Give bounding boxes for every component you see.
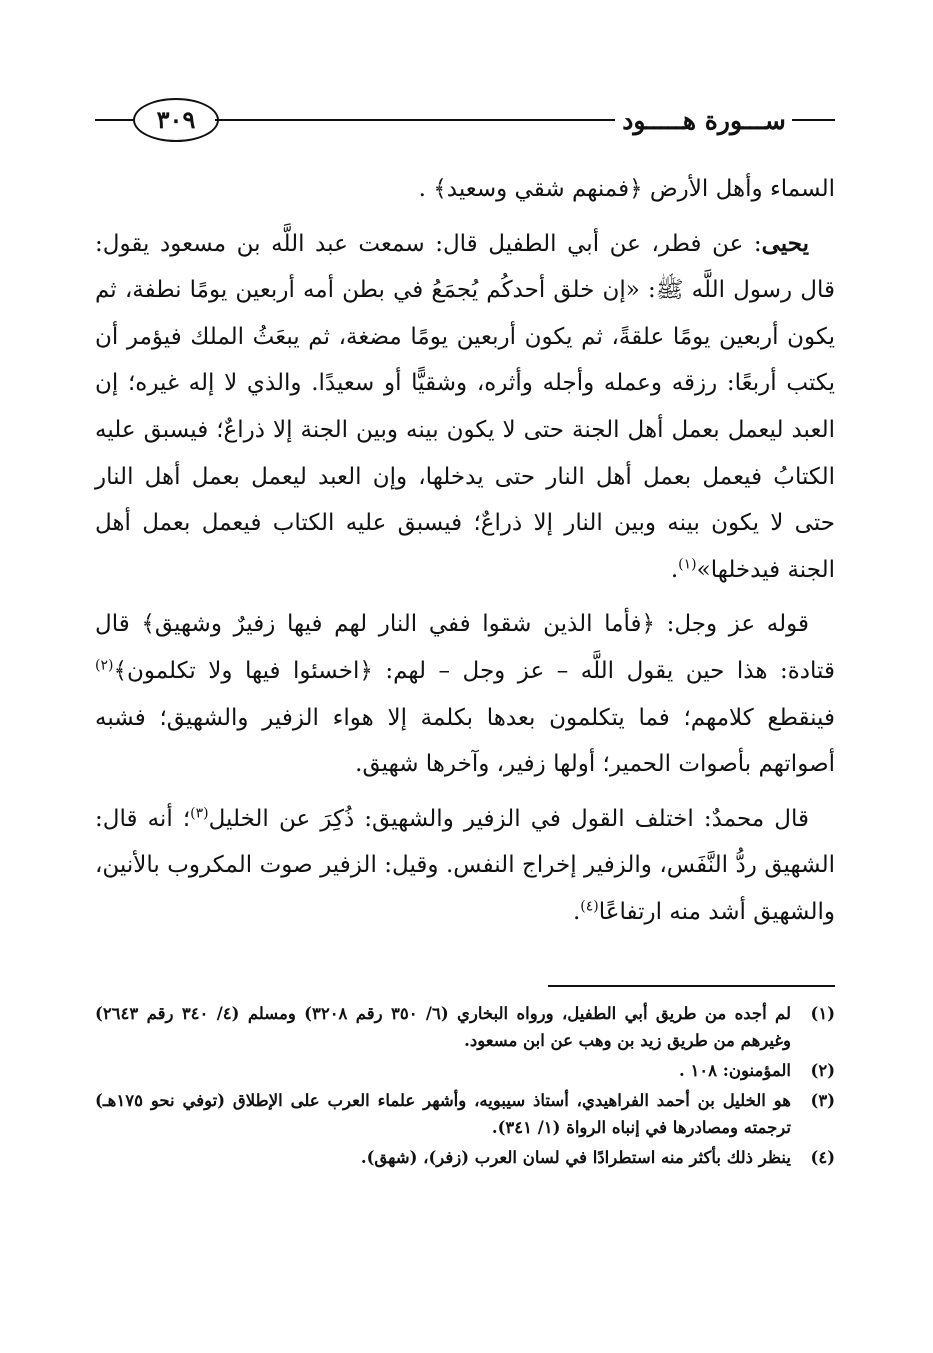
paragraph-2 — [95, 221, 835, 594]
paragraph-2-text: : عن فطر، عن أبي الطفيل قال: سمعت عبد اللَّه بن مسعود يقول: قال رسول اللَّه ﷺ: «إن خلق أحدكُم يُجمَعُ في بطن أمه أربعين يومًا نطفة، ثم يكون أربعين يومًا علقةً، ثم يكون أربعين يومًا مضغة، ثم يبعَثُ الملك فيؤمر أن يكتب أربعًا: رزقه وعمله وأجله وأثره، وشقيًّا أو سعيدًا. والذي لا إله غيره؛ إن العبد ليعمل بعمل أهل الجنة حتى لا يكون بينه وبين الجنة إلا ذراعٌ؛ فيسبق عليه الكتابُ فيعمل بعمل أهل النار حتى يدخلها، وإن العبد ليعمل بعمل أهل النار حتى لا يكون بينه وبين النار إلا ذراعٌ؛ فيسبق عليه الكتاب فيعمل بعمل أهل الجنة فيدخلها» — [95, 230, 835, 583]
footnote-ref-2: (٢) — [95, 657, 114, 674]
footnote-number: (٢) — [810, 1061, 835, 1080]
paragraph-3 — [95, 601, 835, 787]
page-number: ٣٠٩ — [133, 98, 219, 142]
paragraph-4-text-b: ؛ أنه قال: الشهيق ردُّ النَّفَس، والزفير إخراج النفس. وقيل: الزفير صوت المكروب بالأنين، والشهيق أشد منه ارتفاعًا — [95, 805, 835, 925]
header-rule-middle — [215, 119, 615, 121]
surah-title: ســـورة هـــــود — [622, 105, 786, 135]
paragraph-2-end: . — [670, 556, 679, 583]
paragraph-4-end: . — [572, 898, 581, 925]
main-text — [95, 166, 835, 944]
header-rule-left — [95, 119, 133, 121]
paragraph-1-text: السماء وأهل الأرض ﴿فمنهم شقي وسعيد﴾ . — [418, 176, 835, 202]
footnote-ref-1: (١) — [678, 556, 697, 573]
footnote-item — [95, 1144, 835, 1171]
footnotes — [95, 1000, 835, 1174]
footnote-number: (٣) — [810, 1091, 835, 1110]
footnote-text: المؤمنون: ١٠٨ . — [678, 1061, 791, 1080]
paragraph-4 — [95, 796, 835, 936]
paragraph-1 — [95, 166, 835, 213]
paragraph-4-text-a: قال محمدٌ: اختلف القول في الزفير والشهيق: ذُكِرَ عن الخليل — [208, 805, 809, 832]
footnote-number: (٤) — [810, 1148, 835, 1167]
footnote-text: ينظر ذلك بأكثر منه استطرادًا في لسان العرب (زفر)، (شهق). — [360, 1148, 791, 1167]
paragraph-3-text-b: فينقطع كلامهم؛ فما يتكلمون بعدها بكلمة إلا هواء الزفير والشهيق؛ فشبه أصواتهم بأصوات الحمير؛ أولها زفير، وآخرها شهيق. — [95, 704, 835, 778]
footnote-item — [95, 1000, 835, 1054]
header-rule-right — [792, 119, 835, 121]
page-header — [95, 92, 835, 150]
footnote-ref-3: (٣) — [190, 805, 209, 822]
footnote-text: هو الخليل بن أحمد الفراهيدي، أستاذ سيبويه، وأشهر علماء العرب على الإطلاق (توفي نحو ١٧٥هـ) ترجمته ومصادرها في إنباه الرواة (١/ ٣٤١). — [95, 1091, 791, 1137]
footnote-item — [95, 1087, 835, 1141]
footnote-item — [95, 1057, 835, 1084]
footnote-number: (١) — [810, 1004, 835, 1023]
footnote-ref-4: (٤) — [580, 898, 599, 915]
narrator-name: يحيى — [761, 229, 809, 257]
footnote-text: لم أجده من طريق أبي الطفيل، ورواه البخاري (٦/ ٣٥٠ رقم ٣٢٠٨) ومسلم (٤/ ٣٤٠ رقم ٢٦٤٣) وغيرهم من طريق زيد بن وهب عن ابن مسعود. — [95, 1004, 792, 1050]
footnote-separator — [548, 985, 835, 987]
paragraph-3-text-a: قوله عز وجل: ﴿فأما الذين شقوا ففي النار لهم فيها زفيرٌ وشهيق﴾ قال قتادة: هذا حين يقول اللَّه – عز وجل – لهم: ﴿اخسئوا فيها ولا تكلمون﴾ — [95, 611, 835, 684]
